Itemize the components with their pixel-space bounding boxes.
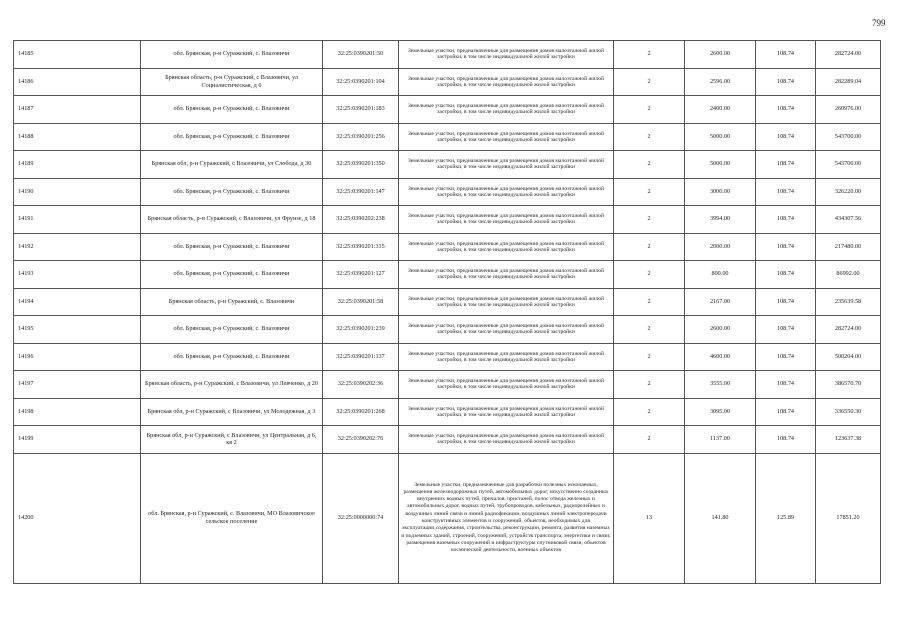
cell-specific-value: 108.74: [756, 426, 816, 454]
cell-area: 5000.00: [685, 151, 756, 179]
cell-address: Брянская обл, р-н Суражский, с Влазовичи, ул Молодежная, д 3: [141, 398, 323, 426]
cell-cadastral-number: 32:25:0390201:147: [323, 178, 399, 206]
cell-group: 2: [614, 123, 685, 151]
cell-specific-value: 108.74: [756, 288, 816, 316]
table-row: [14, 316, 881, 344]
table-row: [14, 96, 881, 124]
cell-permitted-use: Земельные участки, предназначенные для размещения домов малоэтажной жилой застройки, в том числе индивидуальной жилой застройки: [399, 316, 614, 344]
cell-address: Брянская область, р-н Суражский, с Влазовичи, ул Левченко, д 20: [141, 371, 323, 399]
cell-cadastral-value: 336550.30: [816, 398, 881, 426]
cell-specific-value: 108.74: [756, 178, 816, 206]
cell-cadastral-value: 282724.00: [816, 41, 881, 69]
table-row: [14, 371, 881, 399]
cell-record-number: 14186: [14, 68, 141, 96]
table-row: [14, 178, 881, 206]
cell-group: 2: [614, 261, 685, 289]
cell-specific-value: 108.74: [756, 96, 816, 124]
cell-group: 2: [614, 96, 685, 124]
cell-area: 3555.00: [685, 371, 756, 399]
cell-cadastral-number: 32:25:0390201:137: [323, 343, 399, 371]
cell-record-number: 14192: [14, 233, 141, 261]
cell-group: 2: [614, 151, 685, 179]
cell-group: 2: [614, 288, 685, 316]
cell-address: обл. Брянская, р-н Суражский, с. Влазовичи: [141, 343, 323, 371]
cell-address: Брянская область, р-н Суражский, с Влазовичи, ул Социалистическая, д 6: [141, 68, 323, 96]
cell-address: обл. Брянская, р-н Суражский, с. Влазовичи: [141, 261, 323, 289]
table-row: [14, 398, 881, 426]
cell-address: обл. Брянская, р-н Суражский, с. Влазовичи: [141, 233, 323, 261]
cell-permitted-use: Земельные участки, предназначенные для размещения домов малоэтажной жилой застройки, в том числе индивидуальной жилой застройки: [399, 343, 614, 371]
table-row: [14, 68, 881, 96]
cell-permitted-use: Земельные участки, предназначенные для размещения домов малоэтажной жилой застройки, в том числе индивидуальной жилой застройки: [399, 261, 614, 289]
cell-record-number: 14199: [14, 426, 141, 454]
cell-permitted-use: Земельные участки, предназначенные для размещения домов малоэтажной жилой застройки, в том числе индивидуальной жилой застройки: [399, 206, 614, 234]
cell-permitted-use: Земельные участки, предназначенные для размещения домов малоэтажной жилой застройки, в том числе индивидуальной жилой застройки: [399, 151, 614, 179]
cell-specific-value: 108.74: [756, 68, 816, 96]
cell-cadastral-value: 326220.00: [816, 178, 881, 206]
cell-group: 13: [614, 453, 685, 583]
cell-cadastral-value: 17851.20: [816, 453, 881, 583]
table-row: [14, 151, 881, 179]
cell-record-number: 14194: [14, 288, 141, 316]
cell-area: 1137.00: [685, 426, 756, 454]
cell-specific-value: 108.74: [756, 343, 816, 371]
cell-cadastral-number: 32:25:0390202:238: [323, 206, 399, 234]
cell-record-number: 14189: [14, 151, 141, 179]
cell-record-number: 14200: [14, 453, 141, 583]
cell-area: 3994.00: [685, 206, 756, 234]
cell-permitted-use: Земельные участки, предназначенные для размещения домов малоэтажной жилой застройки, в том числе индивидуальной жилой застройки: [399, 426, 614, 454]
cell-address: обл. Брянская, р-н Суражский, с. Влазовичи: [141, 178, 323, 206]
cell-permitted-use: Земельные участки, предназначенные для размещения домов малоэтажной жилой застройки, в том числе индивидуальной жилой застройки: [399, 371, 614, 399]
cell-area: 4600.00: [685, 343, 756, 371]
cell-group: 2: [614, 343, 685, 371]
cell-cadastral-value: 282289.04: [816, 68, 881, 96]
cell-permitted-use: Земельные участки, предназначенные для разработки полезных ископаемых, размещения железнодорожных путей, автомобильных дорог, искусственно созданных внутренних водных путей, причалов, пристаней, полос отвода железных и автомобильных дорог, водных путей, трубопроводов, кабельных, радиорелейных и воздушных линий связи и линий радиофикации, воздушных линий электропередачи конструктивных элементов и сооружений, объектов, необходимых для эксплуатации,содержания, строительства, реконструкции, ремонта, развития наземных и подземных зданий, строений, сооружений, устройств транспорта, энергетики и связи; размещения наземных сооружений и инфраструктуры спутниковой связи, объектов космической деятельности, военных объектов: [399, 453, 614, 583]
cell-cadastral-value: 500204.00: [816, 343, 881, 371]
page-number: 799: [872, 18, 886, 28]
cell-address: Брянская обл, р-н Суражский, с Влазовичи, ул Слобода, д 30: [141, 151, 323, 179]
cell-cadastral-value: 235639.58: [816, 288, 881, 316]
cell-area: 2167.00: [685, 288, 756, 316]
cell-group: 2: [614, 316, 685, 344]
cell-permitted-use: Земельные участки, предназначенные для размещения домов малоэтажной жилой застройки, в том числе индивидуальной жилой застройки: [399, 123, 614, 151]
cell-record-number: 14198: [14, 398, 141, 426]
cell-cadastral-number: 32:25:0390201:104: [323, 68, 399, 96]
cell-record-number: 14191: [14, 206, 141, 234]
cell-cadastral-number: 32:25:0390201:315: [323, 233, 399, 261]
cell-cadastral-value: 543700.00: [816, 151, 881, 179]
cell-specific-value: 108.74: [756, 398, 816, 426]
cell-address: Брянская область, р-н Суражский, с Влазовичи, ул Фрунзе, д 18: [141, 206, 323, 234]
cell-permitted-use: Земельные участки, предназначенные для размещения домов малоэтажной жилой застройки, в том числе индивидуальной жилой застройки: [399, 41, 614, 69]
cell-record-number: 14197: [14, 371, 141, 399]
cell-record-number: 14195: [14, 316, 141, 344]
cell-cadastral-number: 32:25:0000000:74: [323, 453, 399, 583]
table-row: [14, 233, 881, 261]
cell-area: 3095.00: [685, 398, 756, 426]
cell-cadastral-value: 434307.56: [816, 206, 881, 234]
cell-cadastral-number: 32:25:0390201:268: [323, 398, 399, 426]
cell-cadastral-number: 32:25:0390202:36: [323, 371, 399, 399]
cell-group: 2: [614, 206, 685, 234]
table-row: [14, 261, 881, 289]
cell-permitted-use: Земельные участки, предназначенные для размещения домов малоэтажной жилой застройки, в том числе индивидуальной жилой застройки: [399, 233, 614, 261]
cell-permitted-use: Земельные участки, предназначенные для размещения домов малоэтажной жилой застройки, в том числе индивидуальной жилой застройки: [399, 96, 614, 124]
cell-cadastral-number: 32:25:0390201:350: [323, 151, 399, 179]
cell-specific-value: 108.74: [756, 233, 816, 261]
cell-permitted-use: Земельные участки, предназначенные для размещения домов малоэтажной жилой застройки, в том числе индивидуальной жилой застройки: [399, 68, 614, 96]
cell-group: 2: [614, 371, 685, 399]
cell-address: Брянская область, р-н Суражский, с. Влазовичи: [141, 288, 323, 316]
cell-cadastral-number: 32:25:0390201:127: [323, 261, 399, 289]
cell-record-number: 14193: [14, 261, 141, 289]
cell-address: обл. Брянская, р-н Суражский, с. Влазовичи, МО Влазовичское сельское поселение: [141, 453, 323, 583]
cell-area: 2600.00: [685, 41, 756, 69]
cell-specific-value: 108.74: [756, 316, 816, 344]
cell-cadastral-number: 32:25:0390201:256: [323, 123, 399, 151]
cell-cadastral-value: 260976.00: [816, 96, 881, 124]
table-row: [14, 343, 881, 371]
cell-specific-value: 108.74: [756, 151, 816, 179]
cell-address: обл. Брянская, р-н Суражский, с. Влазовичи: [141, 123, 323, 151]
cell-specific-value: 108.74: [756, 41, 816, 69]
table-row: [14, 206, 881, 234]
cell-area: 2000.00: [685, 233, 756, 261]
cell-cadastral-value: 386570.70: [816, 371, 881, 399]
cell-permitted-use: Земельные участки, предназначенные для размещения домов малоэтажной жилой застройки, в том числе индивидуальной жилой застройки: [399, 288, 614, 316]
cell-area: 800.00: [685, 261, 756, 289]
cell-specific-value: 108.74: [756, 206, 816, 234]
cell-area: 2400.00: [685, 96, 756, 124]
cell-group: 2: [614, 398, 685, 426]
cell-record-number: 14190: [14, 178, 141, 206]
table-row: [14, 453, 881, 583]
cell-specific-value: 108.74: [756, 261, 816, 289]
cell-address: Брянская обл, р-н Суражский, с Влазовичи, ул Центральная, д 6, кв 2: [141, 426, 323, 454]
cell-address: обл. Брянская, р-н Суражский, с. Влазовичи: [141, 316, 323, 344]
cell-group: 2: [614, 68, 685, 96]
cell-area: 2596.00: [685, 68, 756, 96]
table-row: [14, 426, 881, 454]
cell-record-number: 14185: [14, 41, 141, 69]
cell-area: 5000.00: [685, 123, 756, 151]
cell-address: обл. Брянская, р-н Суражский, с. Влазовичи: [141, 41, 323, 69]
cell-specific-value: 108.74: [756, 371, 816, 399]
cell-cadastral-number: 32:25:0390202:76: [323, 426, 399, 454]
land-registry-table: [13, 40, 881, 584]
cell-group: 2: [614, 41, 685, 69]
cell-record-number: 14196: [14, 343, 141, 371]
cell-group: 2: [614, 426, 685, 454]
cell-cadastral-value: 123637.38: [816, 426, 881, 454]
cell-group: 2: [614, 233, 685, 261]
cell-area: 141.80: [685, 453, 756, 583]
cell-area: 3000.00: [685, 178, 756, 206]
table-row: [14, 123, 881, 151]
cell-cadastral-value: 282724.00: [816, 316, 881, 344]
cell-group: 2: [614, 178, 685, 206]
cell-cadastral-number: 32:25:0390201:183: [323, 96, 399, 124]
cell-permitted-use: Земельные участки, предназначенные для размещения домов малоэтажной жилой застройки, в том числе индивидуальной жилой застройки: [399, 178, 614, 206]
table-row: [14, 288, 881, 316]
cell-cadastral-number: 32:25:0390201:50: [323, 41, 399, 69]
cell-specific-value: 125.89: [756, 453, 816, 583]
table-body: [14, 41, 881, 584]
cell-cadastral-number: 32:25:0390201:58: [323, 288, 399, 316]
cell-specific-value: 108.74: [756, 123, 816, 151]
cell-cadastral-value: 217480.00: [816, 233, 881, 261]
cell-cadastral-value: 543700.00: [816, 123, 881, 151]
cell-address: обл. Брянская, р-н Суражский, с. Влазовичи: [141, 96, 323, 124]
cell-cadastral-number: 32:25:0390201:239: [323, 316, 399, 344]
cell-record-number: 14188: [14, 123, 141, 151]
cell-record-number: 14187: [14, 96, 141, 124]
cell-permitted-use: Земельные участки, предназначенные для размещения домов малоэтажной жилой застройки, в том числе индивидуальной жилой застройки: [399, 398, 614, 426]
cell-cadastral-value: 86992.00: [816, 261, 881, 289]
table-row: [14, 41, 881, 69]
cell-area: 2600.00: [685, 316, 756, 344]
